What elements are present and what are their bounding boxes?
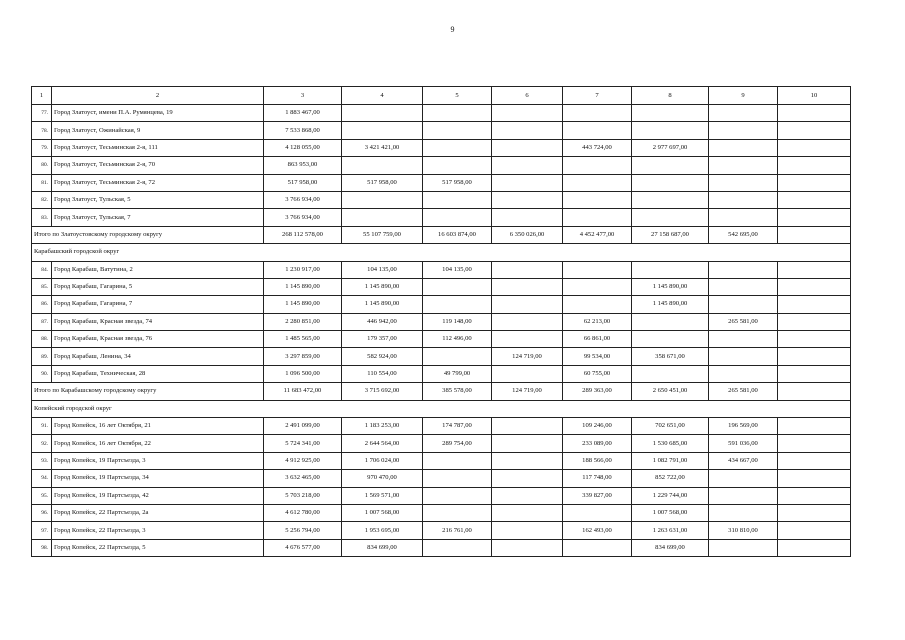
amount-cell: 5 703 218,00	[264, 487, 342, 504]
amount-cell: 104 135,00	[423, 261, 492, 278]
column-header: 2	[52, 87, 264, 105]
amount-cell	[709, 470, 778, 487]
amount-cell: 1 530 685,00	[632, 435, 709, 452]
amount-cell	[778, 174, 851, 191]
row-number: 88.	[32, 331, 52, 348]
amount-cell: 124 719,00	[492, 348, 563, 365]
amount-cell	[632, 331, 709, 348]
address-cell: Город Карабаш, Гагарина, 7	[52, 296, 264, 313]
amount-cell	[492, 157, 563, 174]
address-cell: Город Копейск, 22 Партсъезда, 3	[52, 522, 264, 539]
section-title: Карабашский городской округ	[32, 244, 851, 261]
amount-cell: 62 213,00	[563, 313, 632, 330]
total-amount-cell: 385 578,00	[423, 383, 492, 400]
amount-cell	[423, 487, 492, 504]
amount-cell	[709, 122, 778, 139]
total-amount-cell: 55 107 759,00	[342, 226, 423, 243]
total-amount-cell: 4 452 477,00	[563, 226, 632, 243]
address-cell: Город Златоуст, Тесьминская 2-я, 70	[52, 157, 264, 174]
amount-cell	[423, 504, 492, 521]
amount-cell: 1 229 744,00	[632, 487, 709, 504]
row-number: 79.	[32, 139, 52, 156]
amount-cell: 358 671,00	[632, 348, 709, 365]
amount-cell	[778, 209, 851, 226]
amount-cell	[423, 122, 492, 139]
amount-cell: 852 722,00	[632, 470, 709, 487]
table-row	[32, 331, 851, 348]
amount-cell	[423, 191, 492, 208]
amount-cell	[492, 522, 563, 539]
amount-cell	[342, 122, 423, 139]
total-amount-cell: 289 363,00	[563, 383, 632, 400]
amount-cell	[778, 191, 851, 208]
amount-cell	[778, 435, 851, 452]
amount-cell	[632, 122, 709, 139]
amount-cell	[563, 261, 632, 278]
amount-cell: 110 554,00	[342, 365, 423, 382]
row-number: 97.	[32, 522, 52, 539]
amount-cell: 174 787,00	[423, 418, 492, 435]
row-number: 87.	[32, 313, 52, 330]
amount-cell: 4 128 055,00	[264, 139, 342, 156]
address-cell: Город Копейск, 19 Партсъезда, 3	[52, 452, 264, 469]
table-row	[32, 522, 851, 539]
amount-cell	[423, 209, 492, 226]
address-cell: Город Карабаш, Техническая, 28	[52, 365, 264, 382]
table-body	[32, 87, 851, 557]
amount-cell	[709, 139, 778, 156]
table-row	[32, 139, 851, 156]
table-row	[32, 365, 851, 382]
amount-cell: 3 297 859,00	[264, 348, 342, 365]
amount-cell: 188 566,00	[563, 452, 632, 469]
amount-cell: 60 755,00	[563, 365, 632, 382]
amount-cell	[423, 452, 492, 469]
address-cell: Город Копейск, 22 Партсъезда, 5	[52, 539, 264, 556]
amount-cell	[709, 487, 778, 504]
row-number: 83.	[32, 209, 52, 226]
funding-table	[31, 86, 851, 557]
amount-cell: 1 569 571,00	[342, 487, 423, 504]
amount-cell	[492, 139, 563, 156]
amount-cell	[342, 105, 423, 122]
amount-cell	[492, 452, 563, 469]
amount-cell	[778, 122, 851, 139]
amount-cell	[492, 174, 563, 191]
total-amount-cell: 268 112 578,00	[264, 226, 342, 243]
total-amount-cell: 6 350 026,00	[492, 226, 563, 243]
amount-cell	[492, 191, 563, 208]
amount-cell: 1 145 890,00	[264, 296, 342, 313]
amount-cell: 1 145 890,00	[342, 296, 423, 313]
amount-cell: 2 977 697,00	[632, 139, 709, 156]
amount-cell	[563, 157, 632, 174]
amount-cell	[563, 122, 632, 139]
total-amount-cell: 2 650 451,00	[632, 383, 709, 400]
section-row	[32, 244, 851, 261]
table-row	[32, 191, 851, 208]
amount-cell: 179 357,00	[342, 331, 423, 348]
total-row	[32, 226, 851, 243]
row-number: 82.	[32, 191, 52, 208]
row-number: 78.	[32, 122, 52, 139]
amount-cell	[632, 365, 709, 382]
amount-cell	[709, 365, 778, 382]
row-number: 98.	[32, 539, 52, 556]
amount-cell: 339 827,00	[563, 487, 632, 504]
amount-cell: 1 263 631,00	[632, 522, 709, 539]
row-number: 90.	[32, 365, 52, 382]
amount-cell: 3 766 934,00	[264, 191, 342, 208]
address-cell: Город Златоуст, Тульская, 7	[52, 209, 264, 226]
amount-cell	[778, 348, 851, 365]
column-header: 1	[32, 87, 52, 105]
amount-cell	[778, 157, 851, 174]
amount-cell: 1 145 890,00	[342, 278, 423, 295]
amount-cell: 196 569,00	[709, 418, 778, 435]
amount-cell	[563, 105, 632, 122]
row-number: 96.	[32, 504, 52, 521]
amount-cell	[342, 209, 423, 226]
amount-cell: 5 256 794,00	[264, 522, 342, 539]
total-row	[32, 383, 851, 400]
section-title: Копейский городской округ	[32, 400, 851, 417]
amount-cell: 834 699,00	[632, 539, 709, 556]
table-row	[32, 435, 851, 452]
amount-cell	[709, 191, 778, 208]
row-number: 93.	[32, 452, 52, 469]
amount-cell	[778, 105, 851, 122]
amount-cell: 162 493,00	[563, 522, 632, 539]
amount-cell	[778, 261, 851, 278]
amount-cell	[709, 296, 778, 313]
total-amount-cell: 265 581,00	[709, 383, 778, 400]
address-cell: Город Копейск, 16 лет Октября, 21	[52, 418, 264, 435]
amount-cell	[423, 105, 492, 122]
amount-cell	[492, 539, 563, 556]
amount-cell: 1 007 568,00	[342, 504, 423, 521]
total-amount-cell: 11 683 472,00	[264, 383, 342, 400]
amount-cell	[632, 191, 709, 208]
total-amount-cell: 124 719,00	[492, 383, 563, 400]
address-cell: Город Карабаш, Красная звезда, 76	[52, 331, 264, 348]
column-header: 4	[342, 87, 423, 105]
table-row	[32, 296, 851, 313]
total-amount-cell: 16 603 874,00	[423, 226, 492, 243]
amount-cell	[778, 365, 851, 382]
total-label: Итого по Златоустовскому городскому округу	[32, 226, 264, 243]
amount-cell	[709, 331, 778, 348]
column-header: 5	[423, 87, 492, 105]
amount-cell	[342, 157, 423, 174]
amount-cell: 289 754,00	[423, 435, 492, 452]
amount-cell: 104 135,00	[342, 261, 423, 278]
amount-cell: 4 912 925,00	[264, 452, 342, 469]
amount-cell	[778, 522, 851, 539]
address-cell: Город Копейск, 19 Партсъезда, 34	[52, 470, 264, 487]
amount-cell	[492, 105, 563, 122]
table-row	[32, 504, 851, 521]
total-amount-cell: 542 695,00	[709, 226, 778, 243]
amount-cell	[778, 296, 851, 313]
total-amount-cell: 27 158 687,00	[632, 226, 709, 243]
amount-cell: 99 534,00	[563, 348, 632, 365]
amount-cell	[778, 278, 851, 295]
amount-cell: 1 007 568,00	[632, 504, 709, 521]
amount-cell: 1 082 791,00	[632, 452, 709, 469]
row-number: 77.	[32, 105, 52, 122]
address-cell: Город Карабаш, Ватутина, 2	[52, 261, 264, 278]
amount-cell: 112 496,00	[423, 331, 492, 348]
amount-cell	[709, 261, 778, 278]
amount-cell	[632, 157, 709, 174]
amount-cell	[423, 296, 492, 313]
row-number: 92.	[32, 435, 52, 452]
amount-cell	[423, 539, 492, 556]
amount-cell: 1 145 890,00	[632, 296, 709, 313]
amount-cell	[709, 105, 778, 122]
table-row	[32, 452, 851, 469]
amount-cell	[492, 487, 563, 504]
amount-cell	[778, 313, 851, 330]
address-cell: Город Златоуст, Тульская, 5	[52, 191, 264, 208]
total-amount-cell: 3 715 692,00	[342, 383, 423, 400]
amount-cell: 216 761,00	[423, 522, 492, 539]
amount-cell	[563, 191, 632, 208]
column-header: 8	[632, 87, 709, 105]
amount-cell: 1 485 565,00	[264, 331, 342, 348]
address-cell: Город Златоуст, Тесьминская 2-я, 72	[52, 174, 264, 191]
section-row	[32, 400, 851, 417]
amount-cell	[709, 157, 778, 174]
amount-cell: 443 724,00	[563, 139, 632, 156]
table-row	[32, 278, 851, 295]
table-row	[32, 487, 851, 504]
row-number: 86.	[32, 296, 52, 313]
total-label: Итого по Карабашскому городскому округу	[32, 383, 264, 400]
row-number: 84.	[32, 261, 52, 278]
amount-cell: 49 799,00	[423, 365, 492, 382]
column-header: 3	[264, 87, 342, 105]
column-header: 6	[492, 87, 563, 105]
amount-cell: 970 470,00	[342, 470, 423, 487]
amount-cell	[563, 539, 632, 556]
amount-cell: 863 953,00	[264, 157, 342, 174]
amount-cell	[492, 418, 563, 435]
amount-cell	[778, 139, 851, 156]
amount-cell: 1 953 695,00	[342, 522, 423, 539]
amount-cell	[492, 209, 563, 226]
amount-cell: 1 183 253,00	[342, 418, 423, 435]
amount-cell: 1 096 500,00	[264, 365, 342, 382]
amount-cell: 446 942,00	[342, 313, 423, 330]
amount-cell	[423, 348, 492, 365]
amount-cell	[492, 470, 563, 487]
row-number: 80.	[32, 157, 52, 174]
table-row	[32, 105, 851, 122]
amount-cell: 7 533 868,00	[264, 122, 342, 139]
address-cell: Город Копейск, 16 лет Октября, 22	[52, 435, 264, 452]
amount-cell	[492, 296, 563, 313]
amount-cell: 2 280 851,00	[264, 313, 342, 330]
row-number: 85.	[32, 278, 52, 295]
header-row	[32, 87, 851, 105]
row-number: 91.	[32, 418, 52, 435]
amount-cell	[709, 278, 778, 295]
amount-cell: 2 491 099,00	[264, 418, 342, 435]
table-row	[32, 209, 851, 226]
amount-cell: 1 883 467,00	[264, 105, 342, 122]
amount-cell	[709, 504, 778, 521]
amount-cell: 119 148,00	[423, 313, 492, 330]
amount-cell: 2 644 564,00	[342, 435, 423, 452]
amount-cell	[492, 122, 563, 139]
amount-cell: 5 724 341,00	[264, 435, 342, 452]
table-row	[32, 261, 851, 278]
table-row	[32, 174, 851, 191]
amount-cell	[492, 331, 563, 348]
amount-cell	[709, 539, 778, 556]
amount-cell: 702 651,00	[632, 418, 709, 435]
amount-cell	[423, 470, 492, 487]
amount-cell: 582 924,00	[342, 348, 423, 365]
amount-cell	[423, 157, 492, 174]
amount-cell: 591 036,00	[709, 435, 778, 452]
amount-cell	[563, 296, 632, 313]
row-number: 81.	[32, 174, 52, 191]
amount-cell	[423, 278, 492, 295]
amount-cell: 4 676 577,00	[264, 539, 342, 556]
amount-cell	[632, 209, 709, 226]
amount-cell	[778, 331, 851, 348]
amount-cell	[492, 504, 563, 521]
amount-cell	[492, 365, 563, 382]
amount-cell	[632, 313, 709, 330]
amount-cell	[632, 174, 709, 191]
amount-cell	[778, 504, 851, 521]
address-cell: Город Карабаш, Красная звезда, 74	[52, 313, 264, 330]
amount-cell	[778, 539, 851, 556]
amount-cell	[778, 452, 851, 469]
table-row	[32, 313, 851, 330]
amount-cell: 1 706 024,00	[342, 452, 423, 469]
amount-cell: 310 810,00	[709, 522, 778, 539]
amount-cell	[709, 209, 778, 226]
page-number: 9	[450, 25, 455, 34]
table-row	[32, 470, 851, 487]
amount-cell: 517 958,00	[264, 174, 342, 191]
address-cell: Город Златоуст, Тесьминская 2-я, 111	[52, 139, 264, 156]
address-cell: Город Копейск, 19 Партсъезда, 42	[52, 487, 264, 504]
amount-cell: 1 145 890,00	[264, 278, 342, 295]
amount-cell	[563, 209, 632, 226]
amount-cell: 66 861,00	[563, 331, 632, 348]
amount-cell	[632, 261, 709, 278]
amount-cell	[492, 313, 563, 330]
address-cell: Город Златоуст, имени П.А. Румянцева, 19	[52, 105, 264, 122]
amount-cell	[563, 174, 632, 191]
amount-cell	[563, 504, 632, 521]
amount-cell: 117 748,00	[563, 470, 632, 487]
amount-cell: 4 612 780,00	[264, 504, 342, 521]
amount-cell	[492, 435, 563, 452]
address-cell: Город Копейск, 22 Партсъезда, 2а	[52, 504, 264, 521]
amount-cell: 265 581,00	[709, 313, 778, 330]
amount-cell: 233 089,00	[563, 435, 632, 452]
table-row	[32, 539, 851, 556]
amount-cell	[492, 278, 563, 295]
amount-cell	[709, 348, 778, 365]
amount-cell: 517 958,00	[342, 174, 423, 191]
row-number: 95.	[32, 487, 52, 504]
table-row	[32, 122, 851, 139]
table-row	[32, 157, 851, 174]
row-number: 89.	[32, 348, 52, 365]
table-row	[32, 418, 851, 435]
column-header: 10	[778, 87, 851, 105]
amount-cell: 3 766 934,00	[264, 209, 342, 226]
amount-cell	[778, 418, 851, 435]
amount-cell	[778, 470, 851, 487]
amount-cell	[342, 191, 423, 208]
table-row	[32, 348, 851, 365]
amount-cell: 109 246,00	[563, 418, 632, 435]
amount-cell	[492, 261, 563, 278]
amount-cell	[563, 278, 632, 295]
amount-cell: 1 145 890,00	[632, 278, 709, 295]
amount-cell	[632, 105, 709, 122]
amount-cell: 3 632 465,00	[264, 470, 342, 487]
amount-cell	[778, 487, 851, 504]
amount-cell: 434 667,00	[709, 452, 778, 469]
amount-cell: 3 421 421,00	[342, 139, 423, 156]
amount-cell	[709, 174, 778, 191]
column-header: 7	[563, 87, 632, 105]
amount-cell: 517 958,00	[423, 174, 492, 191]
row-number: 94.	[32, 470, 52, 487]
address-cell: Город Карабаш, Гагарина, 5	[52, 278, 264, 295]
amount-cell: 834 699,00	[342, 539, 423, 556]
address-cell: Город Карабаш, Ленина, 34	[52, 348, 264, 365]
amount-cell: 1 230 917,00	[264, 261, 342, 278]
column-header: 9	[709, 87, 778, 105]
total-amount-cell	[778, 383, 851, 400]
address-cell: Город Златоуст, Ожинайская, 9	[52, 122, 264, 139]
amount-cell	[423, 139, 492, 156]
total-amount-cell	[778, 226, 851, 243]
